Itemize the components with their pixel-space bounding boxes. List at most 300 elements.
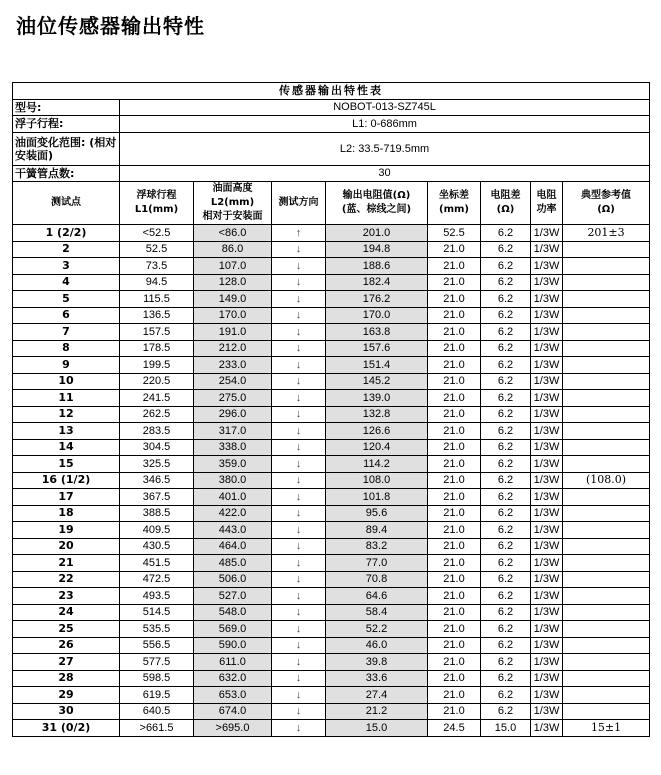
direction-arrow-icon: ↓ <box>272 307 326 324</box>
res-diff-cell: 6.2 <box>481 307 531 324</box>
info-value: L1: 0-686mm <box>120 116 650 133</box>
l1-cell: 304.5 <box>120 439 194 456</box>
l2-cell: 296.0 <box>194 406 272 423</box>
point-cell: 13 <box>13 423 120 440</box>
coord-diff-cell: 21.0 <box>428 472 481 489</box>
res-diff-cell: 6.2 <box>481 406 531 423</box>
table-row <box>13 703 650 720</box>
direction-arrow-icon: ↓ <box>272 555 326 572</box>
l2-cell: 149.0 <box>194 291 272 308</box>
column-header-resistance: 输出电阻值(Ω) (蓝、棕线之间) <box>326 182 428 225</box>
resistance-cell: 83.2 <box>326 538 428 555</box>
point-cell: 7 <box>13 324 120 341</box>
l1-cell: 199.5 <box>120 357 194 374</box>
direction-arrow-icon: ↓ <box>272 621 326 638</box>
power-cell: 1/3W <box>531 307 563 324</box>
reference-cell <box>563 241 650 258</box>
res-diff-cell: 6.2 <box>481 637 531 654</box>
power-cell: 1/3W <box>531 670 563 687</box>
power-cell: 1/3W <box>531 687 563 704</box>
direction-arrow-icon: ↓ <box>272 538 326 555</box>
reference-cell: 201±3 <box>563 225 650 242</box>
res-diff-cell: 6.2 <box>481 555 531 572</box>
column-header-res-diff: 电阻差 (Ω) <box>481 182 531 225</box>
power-cell: 1/3W <box>531 522 563 539</box>
res-diff-cell: 6.2 <box>481 522 531 539</box>
l1-cell: 73.5 <box>120 258 194 275</box>
reference-cell <box>563 340 650 357</box>
reference-cell <box>563 489 650 506</box>
column-header-l1: 浮球行程 L1(mm) <box>120 182 194 225</box>
coord-diff-cell: 21.0 <box>428 241 481 258</box>
res-diff-cell: 6.2 <box>481 258 531 275</box>
direction-arrow-icon: ↓ <box>272 373 326 390</box>
power-cell: 1/3W <box>531 456 563 473</box>
power-cell: 1/3W <box>531 720 563 737</box>
power-cell: 1/3W <box>531 489 563 506</box>
l2-cell: 548.0 <box>194 604 272 621</box>
coord-diff-cell: 21.0 <box>428 324 481 341</box>
table-row <box>13 571 650 588</box>
l2-cell: 359.0 <box>194 456 272 473</box>
table-row <box>13 670 650 687</box>
l2-cell: 233.0 <box>194 357 272 374</box>
l2-cell: 380.0 <box>194 472 272 489</box>
res-diff-cell: 6.2 <box>481 274 531 291</box>
l2-cell: 632.0 <box>194 670 272 687</box>
table-row <box>13 274 650 291</box>
resistance-cell: 108.0 <box>326 472 428 489</box>
direction-arrow-icon: ↓ <box>272 406 326 423</box>
res-diff-cell: 6.2 <box>481 538 531 555</box>
point-cell: 12 <box>13 406 120 423</box>
direction-arrow-icon: ↓ <box>272 423 326 440</box>
column-header-ref: 典型参考值 (Ω) <box>563 182 650 225</box>
reference-cell <box>563 571 650 588</box>
direction-arrow-icon: ↓ <box>272 340 326 357</box>
resistance-cell: 77.0 <box>326 555 428 572</box>
direction-arrow-icon: ↓ <box>272 274 326 291</box>
point-cell: 20 <box>13 538 120 555</box>
l1-cell: 367.5 <box>120 489 194 506</box>
reference-cell <box>563 423 650 440</box>
direction-arrow-icon: ↓ <box>272 324 326 341</box>
l2-cell: 443.0 <box>194 522 272 539</box>
coord-diff-cell: 21.0 <box>428 621 481 638</box>
table-row <box>13 588 650 605</box>
table-row <box>13 439 650 456</box>
coord-diff-cell: 21.0 <box>428 390 481 407</box>
l2-cell: 674.0 <box>194 703 272 720</box>
reference-cell: 15±1 <box>563 720 650 737</box>
resistance-cell: 145.2 <box>326 373 428 390</box>
resistance-cell: 163.8 <box>326 324 428 341</box>
coord-diff-cell: 21.0 <box>428 373 481 390</box>
reference-cell <box>563 456 650 473</box>
point-cell: 19 <box>13 522 120 539</box>
l2-cell: 275.0 <box>194 390 272 407</box>
table-row <box>13 241 650 258</box>
table-row <box>13 472 650 489</box>
power-cell: 1/3W <box>531 390 563 407</box>
direction-arrow-icon: ↓ <box>272 489 326 506</box>
resistance-cell: 58.4 <box>326 604 428 621</box>
l2-cell: 527.0 <box>194 588 272 605</box>
direction-arrow-icon: ↓ <box>272 654 326 671</box>
res-diff-cell: 6.2 <box>481 340 531 357</box>
coord-diff-cell: 21.0 <box>428 456 481 473</box>
coord-diff-cell: 21.0 <box>428 588 481 605</box>
power-cell: 1/3W <box>531 654 563 671</box>
table-row <box>13 357 650 374</box>
l1-cell: 283.5 <box>120 423 194 440</box>
l1-cell: 493.5 <box>120 588 194 605</box>
direction-arrow-icon: ↓ <box>272 357 326 374</box>
direction-arrow-icon: ↓ <box>272 588 326 605</box>
resistance-cell: 157.6 <box>326 340 428 357</box>
table-row <box>13 456 650 473</box>
l1-cell: 157.5 <box>120 324 194 341</box>
l1-cell: 136.5 <box>120 307 194 324</box>
l2-cell: 128.0 <box>194 274 272 291</box>
table-row <box>13 555 650 572</box>
l2-cell: 464.0 <box>194 538 272 555</box>
power-cell: 1/3W <box>531 505 563 522</box>
table-row <box>13 324 650 341</box>
res-diff-cell: 6.2 <box>481 390 531 407</box>
l1-cell: 535.5 <box>120 621 194 638</box>
res-diff-cell: 6.2 <box>481 439 531 456</box>
l1-cell: <52.5 <box>120 225 194 242</box>
table-row <box>13 538 650 555</box>
power-cell: 1/3W <box>531 538 563 555</box>
res-diff-cell: 6.2 <box>481 588 531 605</box>
reference-cell <box>563 439 650 456</box>
resistance-cell: 52.2 <box>326 621 428 638</box>
table-row <box>13 291 650 308</box>
resistance-cell: 15.0 <box>326 720 428 737</box>
point-cell: 29 <box>13 687 120 704</box>
table-row <box>13 406 650 423</box>
coord-diff-cell: 24.5 <box>428 720 481 737</box>
l2-cell: <86.0 <box>194 225 272 242</box>
reference-cell <box>563 670 650 687</box>
reference-cell <box>563 390 650 407</box>
direction-arrow-icon: ↓ <box>272 604 326 621</box>
power-cell: 1/3W <box>531 225 563 242</box>
l1-cell: 220.5 <box>120 373 194 390</box>
sheet-title: 传感器输出特性表 <box>13 83 650 100</box>
point-cell: 8 <box>13 340 120 357</box>
table-row <box>13 654 650 671</box>
res-diff-cell: 6.2 <box>481 489 531 506</box>
l2-cell: 86.0 <box>194 241 272 258</box>
point-cell: 11 <box>13 390 120 407</box>
coord-diff-cell: 21.0 <box>428 687 481 704</box>
direction-arrow-icon: ↓ <box>272 439 326 456</box>
l1-cell: 325.5 <box>120 456 194 473</box>
resistance-cell: 95.6 <box>326 505 428 522</box>
power-cell: 1/3W <box>531 406 563 423</box>
coord-diff-cell: 21.0 <box>428 291 481 308</box>
l2-cell: 338.0 <box>194 439 272 456</box>
power-cell: 1/3W <box>531 637 563 654</box>
coord-diff-cell: 21.0 <box>428 274 481 291</box>
direction-arrow-icon: ↓ <box>272 720 326 737</box>
point-cell: 6 <box>13 307 120 324</box>
point-cell: 22 <box>13 571 120 588</box>
power-cell: 1/3W <box>531 555 563 572</box>
l2-cell: 611.0 <box>194 654 272 671</box>
reference-cell <box>563 357 650 374</box>
info-value: 30 <box>120 165 650 182</box>
l2-cell: >695.0 <box>194 720 272 737</box>
l1-cell: 430.5 <box>120 538 194 555</box>
resistance-cell: 64.6 <box>326 588 428 605</box>
direction-arrow-icon: ↓ <box>272 472 326 489</box>
power-cell: 1/3W <box>531 274 563 291</box>
reference-cell <box>563 406 650 423</box>
direction-arrow-icon: ↓ <box>272 291 326 308</box>
info-label: 干簧管点数: <box>13 165 120 182</box>
info-label: 油面变化范围: (相对安装面) <box>13 132 120 165</box>
table-row <box>13 604 650 621</box>
coord-diff-cell: 21.0 <box>428 423 481 440</box>
l1-cell: 451.5 <box>120 555 194 572</box>
direction-arrow-icon: ↓ <box>272 670 326 687</box>
coord-diff-cell: 52.5 <box>428 225 481 242</box>
reference-cell <box>563 538 650 555</box>
reference-cell <box>563 274 650 291</box>
l2-cell: 653.0 <box>194 687 272 704</box>
table-row <box>13 390 650 407</box>
resistance-cell: 120.4 <box>326 439 428 456</box>
res-diff-cell: 6.2 <box>481 423 531 440</box>
resistance-cell: 21.2 <box>326 703 428 720</box>
info-row <box>13 99 650 116</box>
reference-cell <box>563 654 650 671</box>
res-diff-cell: 6.2 <box>481 456 531 473</box>
res-diff-cell: 6.2 <box>481 241 531 258</box>
reference-cell <box>563 324 650 341</box>
direction-arrow-icon: ↓ <box>272 687 326 704</box>
point-cell: 25 <box>13 621 120 638</box>
coord-diff-cell: 21.0 <box>428 555 481 572</box>
table-row <box>13 637 650 654</box>
direction-arrow-icon: ↓ <box>272 456 326 473</box>
res-diff-cell: 6.2 <box>481 654 531 671</box>
coord-diff-cell: 21.0 <box>428 538 481 555</box>
point-cell: 1 (2/2) <box>13 225 120 242</box>
direction-arrow-icon: ↓ <box>272 241 326 258</box>
l1-cell: 94.5 <box>120 274 194 291</box>
l1-cell: 619.5 <box>120 687 194 704</box>
power-cell: 1/3W <box>531 588 563 605</box>
res-diff-cell: 6.2 <box>481 324 531 341</box>
reference-cell <box>563 522 650 539</box>
power-cell: 1/3W <box>531 571 563 588</box>
resistance-cell: 114.2 <box>326 456 428 473</box>
l1-cell: >661.5 <box>120 720 194 737</box>
res-diff-cell: 6.2 <box>481 571 531 588</box>
direction-arrow-icon: ↓ <box>272 522 326 539</box>
res-diff-cell: 6.2 <box>481 225 531 242</box>
point-cell: 17 <box>13 489 120 506</box>
l2-cell: 170.0 <box>194 307 272 324</box>
table-row <box>13 307 650 324</box>
column-header-direction: 测试方向 <box>272 182 326 225</box>
l1-cell: 598.5 <box>120 670 194 687</box>
header-row <box>13 182 650 225</box>
coord-diff-cell: 21.0 <box>428 654 481 671</box>
power-cell: 1/3W <box>531 423 563 440</box>
l2-cell: 254.0 <box>194 373 272 390</box>
coord-diff-cell: 21.0 <box>428 637 481 654</box>
power-cell: 1/3W <box>531 291 563 308</box>
info-label: 型号: <box>13 99 120 116</box>
reference-cell <box>563 637 650 654</box>
l2-cell: 212.0 <box>194 340 272 357</box>
l1-cell: 241.5 <box>120 390 194 407</box>
characteristics-table <box>12 82 650 737</box>
direction-arrow-icon: ↓ <box>272 390 326 407</box>
resistance-cell: 33.6 <box>326 670 428 687</box>
l1-cell: 262.5 <box>120 406 194 423</box>
table-row <box>13 489 650 506</box>
reference-cell <box>563 588 650 605</box>
coord-diff-cell: 21.0 <box>428 406 481 423</box>
power-cell: 1/3W <box>531 241 563 258</box>
resistance-cell: 201.0 <box>326 225 428 242</box>
coord-diff-cell: 21.0 <box>428 604 481 621</box>
l1-cell: 346.5 <box>120 472 194 489</box>
info-value: L2: 33.5-719.5mm <box>120 132 650 165</box>
point-cell: 14 <box>13 439 120 456</box>
column-header-coord-diff: 坐标差 (mm) <box>428 182 481 225</box>
reference-cell <box>563 604 650 621</box>
table-row <box>13 720 650 737</box>
point-cell: 26 <box>13 637 120 654</box>
res-diff-cell: 6.2 <box>481 703 531 720</box>
point-cell: 2 <box>13 241 120 258</box>
table-row <box>13 505 650 522</box>
info-row <box>13 132 650 165</box>
table-row <box>13 522 650 539</box>
column-header-point: 测试点 <box>13 182 120 225</box>
power-cell: 1/3W <box>531 472 563 489</box>
point-cell: 10 <box>13 373 120 390</box>
reference-cell <box>563 307 650 324</box>
coord-diff-cell: 21.0 <box>428 439 481 456</box>
res-diff-cell: 6.2 <box>481 687 531 704</box>
coord-diff-cell: 21.0 <box>428 357 481 374</box>
res-diff-cell: 6.2 <box>481 373 531 390</box>
l1-cell: 640.5 <box>120 703 194 720</box>
sheet-title-row <box>13 83 650 100</box>
l2-cell: 317.0 <box>194 423 272 440</box>
res-diff-cell: 6.2 <box>481 291 531 308</box>
l1-cell: 472.5 <box>120 571 194 588</box>
info-value: NOBOT-013-SZ745L <box>120 99 650 116</box>
table-row <box>13 258 650 275</box>
coord-diff-cell: 21.0 <box>428 571 481 588</box>
point-cell: 9 <box>13 357 120 374</box>
reference-cell <box>563 505 650 522</box>
power-cell: 1/3W <box>531 439 563 456</box>
direction-arrow-icon: ↓ <box>272 258 326 275</box>
res-diff-cell: 15.0 <box>481 720 531 737</box>
resistance-cell: 89.4 <box>326 522 428 539</box>
power-cell: 1/3W <box>531 357 563 374</box>
column-header-power: 电阻 功率 <box>531 182 563 225</box>
point-cell: 23 <box>13 588 120 605</box>
coord-diff-cell: 21.0 <box>428 670 481 687</box>
point-cell: 28 <box>13 670 120 687</box>
info-row <box>13 116 650 133</box>
point-cell: 31 (0/2) <box>13 720 120 737</box>
coord-diff-cell: 21.0 <box>428 258 481 275</box>
l1-cell: 115.5 <box>120 291 194 308</box>
resistance-cell: 27.4 <box>326 687 428 704</box>
point-cell: 27 <box>13 654 120 671</box>
res-diff-cell: 6.2 <box>481 505 531 522</box>
power-cell: 1/3W <box>531 324 563 341</box>
power-cell: 1/3W <box>531 621 563 638</box>
point-cell: 21 <box>13 555 120 572</box>
point-cell: 5 <box>13 291 120 308</box>
power-cell: 1/3W <box>531 340 563 357</box>
resistance-cell: 176.2 <box>326 291 428 308</box>
coord-diff-cell: 21.0 <box>428 522 481 539</box>
res-diff-cell: 6.2 <box>481 472 531 489</box>
point-cell: 18 <box>13 505 120 522</box>
l1-cell: 409.5 <box>120 522 194 539</box>
point-cell: 16 (1/2) <box>13 472 120 489</box>
l2-cell: 107.0 <box>194 258 272 275</box>
power-cell: 1/3W <box>531 703 563 720</box>
l1-cell: 577.5 <box>120 654 194 671</box>
resistance-cell: 139.0 <box>326 390 428 407</box>
l2-cell: 422.0 <box>194 505 272 522</box>
l2-cell: 485.0 <box>194 555 272 572</box>
res-diff-cell: 6.2 <box>481 357 531 374</box>
coord-diff-cell: 21.0 <box>428 340 481 357</box>
power-cell: 1/3W <box>531 258 563 275</box>
reference-cell <box>563 703 650 720</box>
l2-cell: 191.0 <box>194 324 272 341</box>
coord-diff-cell: 21.0 <box>428 703 481 720</box>
resistance-cell: 46.0 <box>326 637 428 654</box>
column-header-l2: 油面高度 L2(mm) 相对于安装面 <box>194 182 272 225</box>
l1-cell: 514.5 <box>120 604 194 621</box>
reference-cell <box>563 621 650 638</box>
resistance-cell: 170.0 <box>326 307 428 324</box>
reference-cell <box>563 258 650 275</box>
point-cell: 3 <box>13 258 120 275</box>
l2-cell: 401.0 <box>194 489 272 506</box>
resistance-cell: 39.8 <box>326 654 428 671</box>
l1-cell: 52.5 <box>120 241 194 258</box>
resistance-cell: 194.8 <box>326 241 428 258</box>
reference-cell <box>563 291 650 308</box>
resistance-cell: 188.6 <box>326 258 428 275</box>
coord-diff-cell: 21.0 <box>428 505 481 522</box>
point-cell: 4 <box>13 274 120 291</box>
point-cell: 30 <box>13 703 120 720</box>
resistance-cell: 101.8 <box>326 489 428 506</box>
resistance-cell: 182.4 <box>326 274 428 291</box>
l2-cell: 506.0 <box>194 571 272 588</box>
